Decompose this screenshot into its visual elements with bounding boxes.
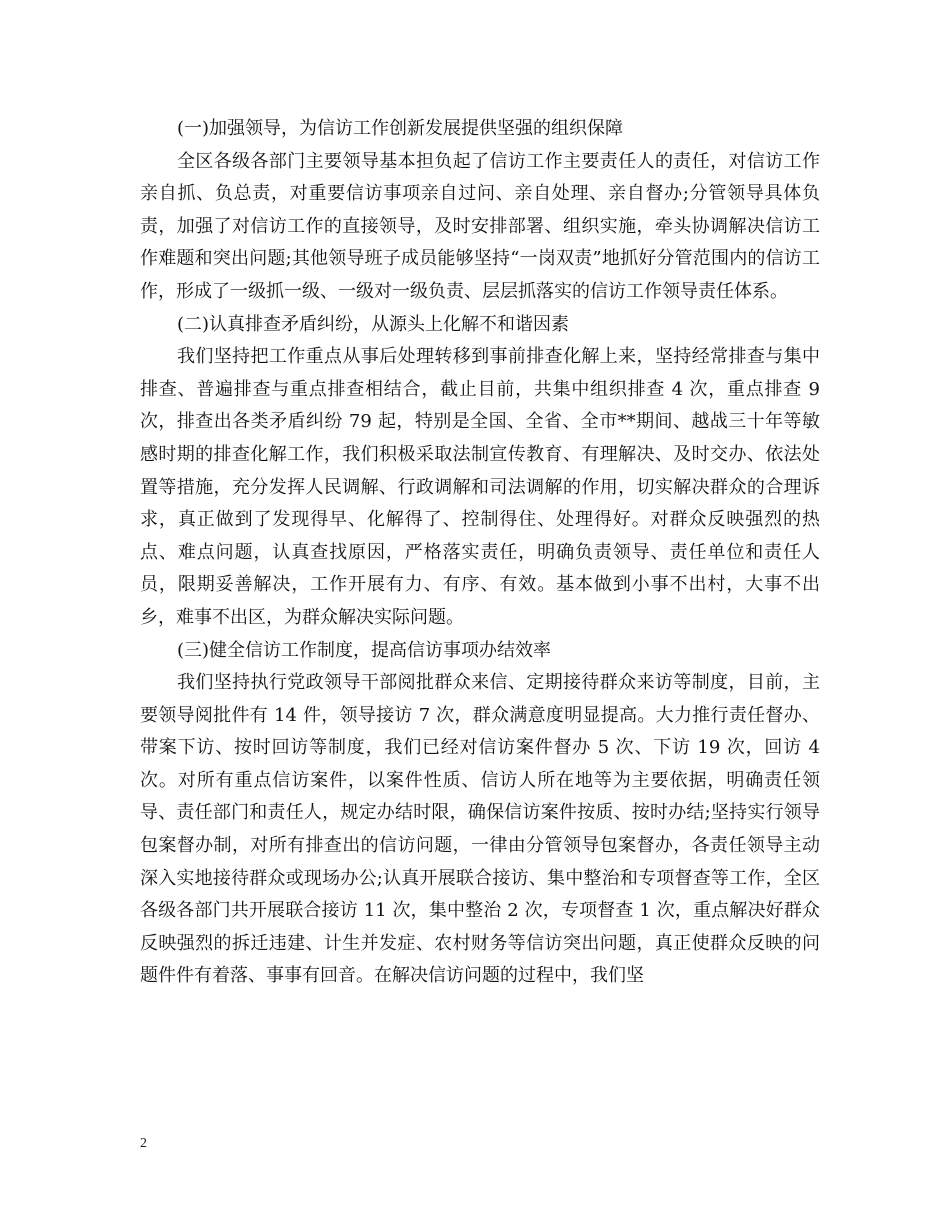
page-number: 2 bbox=[140, 1136, 147, 1151]
section-heading: (二)认真排查矛盾纠纷，从源头上化解不和谐因素 bbox=[177, 313, 570, 335]
body-paragraph: 全区各级各部门主要领导基本担负起了信访工作主要责任人的责任，对信访工作亲自抓、负总责，对重要信访事项亲自过问、亲自处理、亲自督办;分管领导具体负责，加强了对信访工作的直接领导，及时安排部署、组织实施，牵头协调解决信访工作难题和突出问题;其他领导班子成员能够坚持“一岗双责”地抓好分管范围内的信访工作，形成了一级抓一级、一级对一级负责、层层抓落实的信访工作领导责任体系。 bbox=[140, 150, 820, 302]
body-paragraph: 我们坚持执行党政领导干部阅批群众来信、定期接待群众来访等制度，目前，主要领导阅批件有 14 件，领导接访 7 次，群众满意度明显提高。大力推行责任督办、带案下访、按时回访等制度，我们已经对信访案件督办 5 次、下访 19 次，回访 4 次。对所有重点信访案件，以案件性质、信访人所在地等为主要依据，明确责任领导、责任部门和责任人，规定办结时限，确保信访案件按质、按时办结;坚持实行领导包案督办制，对所有排查出的信访问题，一律由分管领导包案督办，各责任领导主动深入实地接待群众或现场办公;认真开展联合接访、集中整治和专项督查等工作，全区各级各部门共开展联合接访 11 次，集中整治 2 次，专项督查 1 次，重点解决好群众反映强烈的拆迁违建、计生并发症、农村财务等信访突出问题，真正使群众反映的问题件件有着落、事事有回音。在解决信访问题的过程中，我们坚 bbox=[140, 672, 820, 987]
document-body bbox=[140, 113, 820, 993]
section-heading: (一)加强领导，为信访工作创新发展提供坚强的组织保障 bbox=[177, 118, 624, 139]
section-heading: (三)健全信访工作制度，提高信访事项办结效率 bbox=[177, 639, 552, 661]
body-paragraph: 我们坚持把工作重点从事后处理转移到事前排查化解上来，坚持经常排查与集中排查、普遍排查与重点排查相结合，截止目前，共集中组织排查 4 次，重点排查 9 次，排查出各类矛盾纠纷 79 起，特别是全国、全省、全市**期间、越战三十年等敏感时期的排查化解工作，我们积极采取法制宣传教育、有理解决、及时交办、依法处置等措施，充分发挥人民调解、行政调解和司法调解的作用，切实解决群众的合理诉求，真正做到了发现得早、化解得了、控制得住、处理得好。对群众反映强烈的热点、难点问题，认真查找原因，严格落实责任，明确负责领导、责任单位和责任人员，限期妥善解决，工作开展有力、有序、有效。基本做到小事不出村，大事不出乡，难事不出区，为群众解决实际问题。 bbox=[140, 346, 820, 628]
